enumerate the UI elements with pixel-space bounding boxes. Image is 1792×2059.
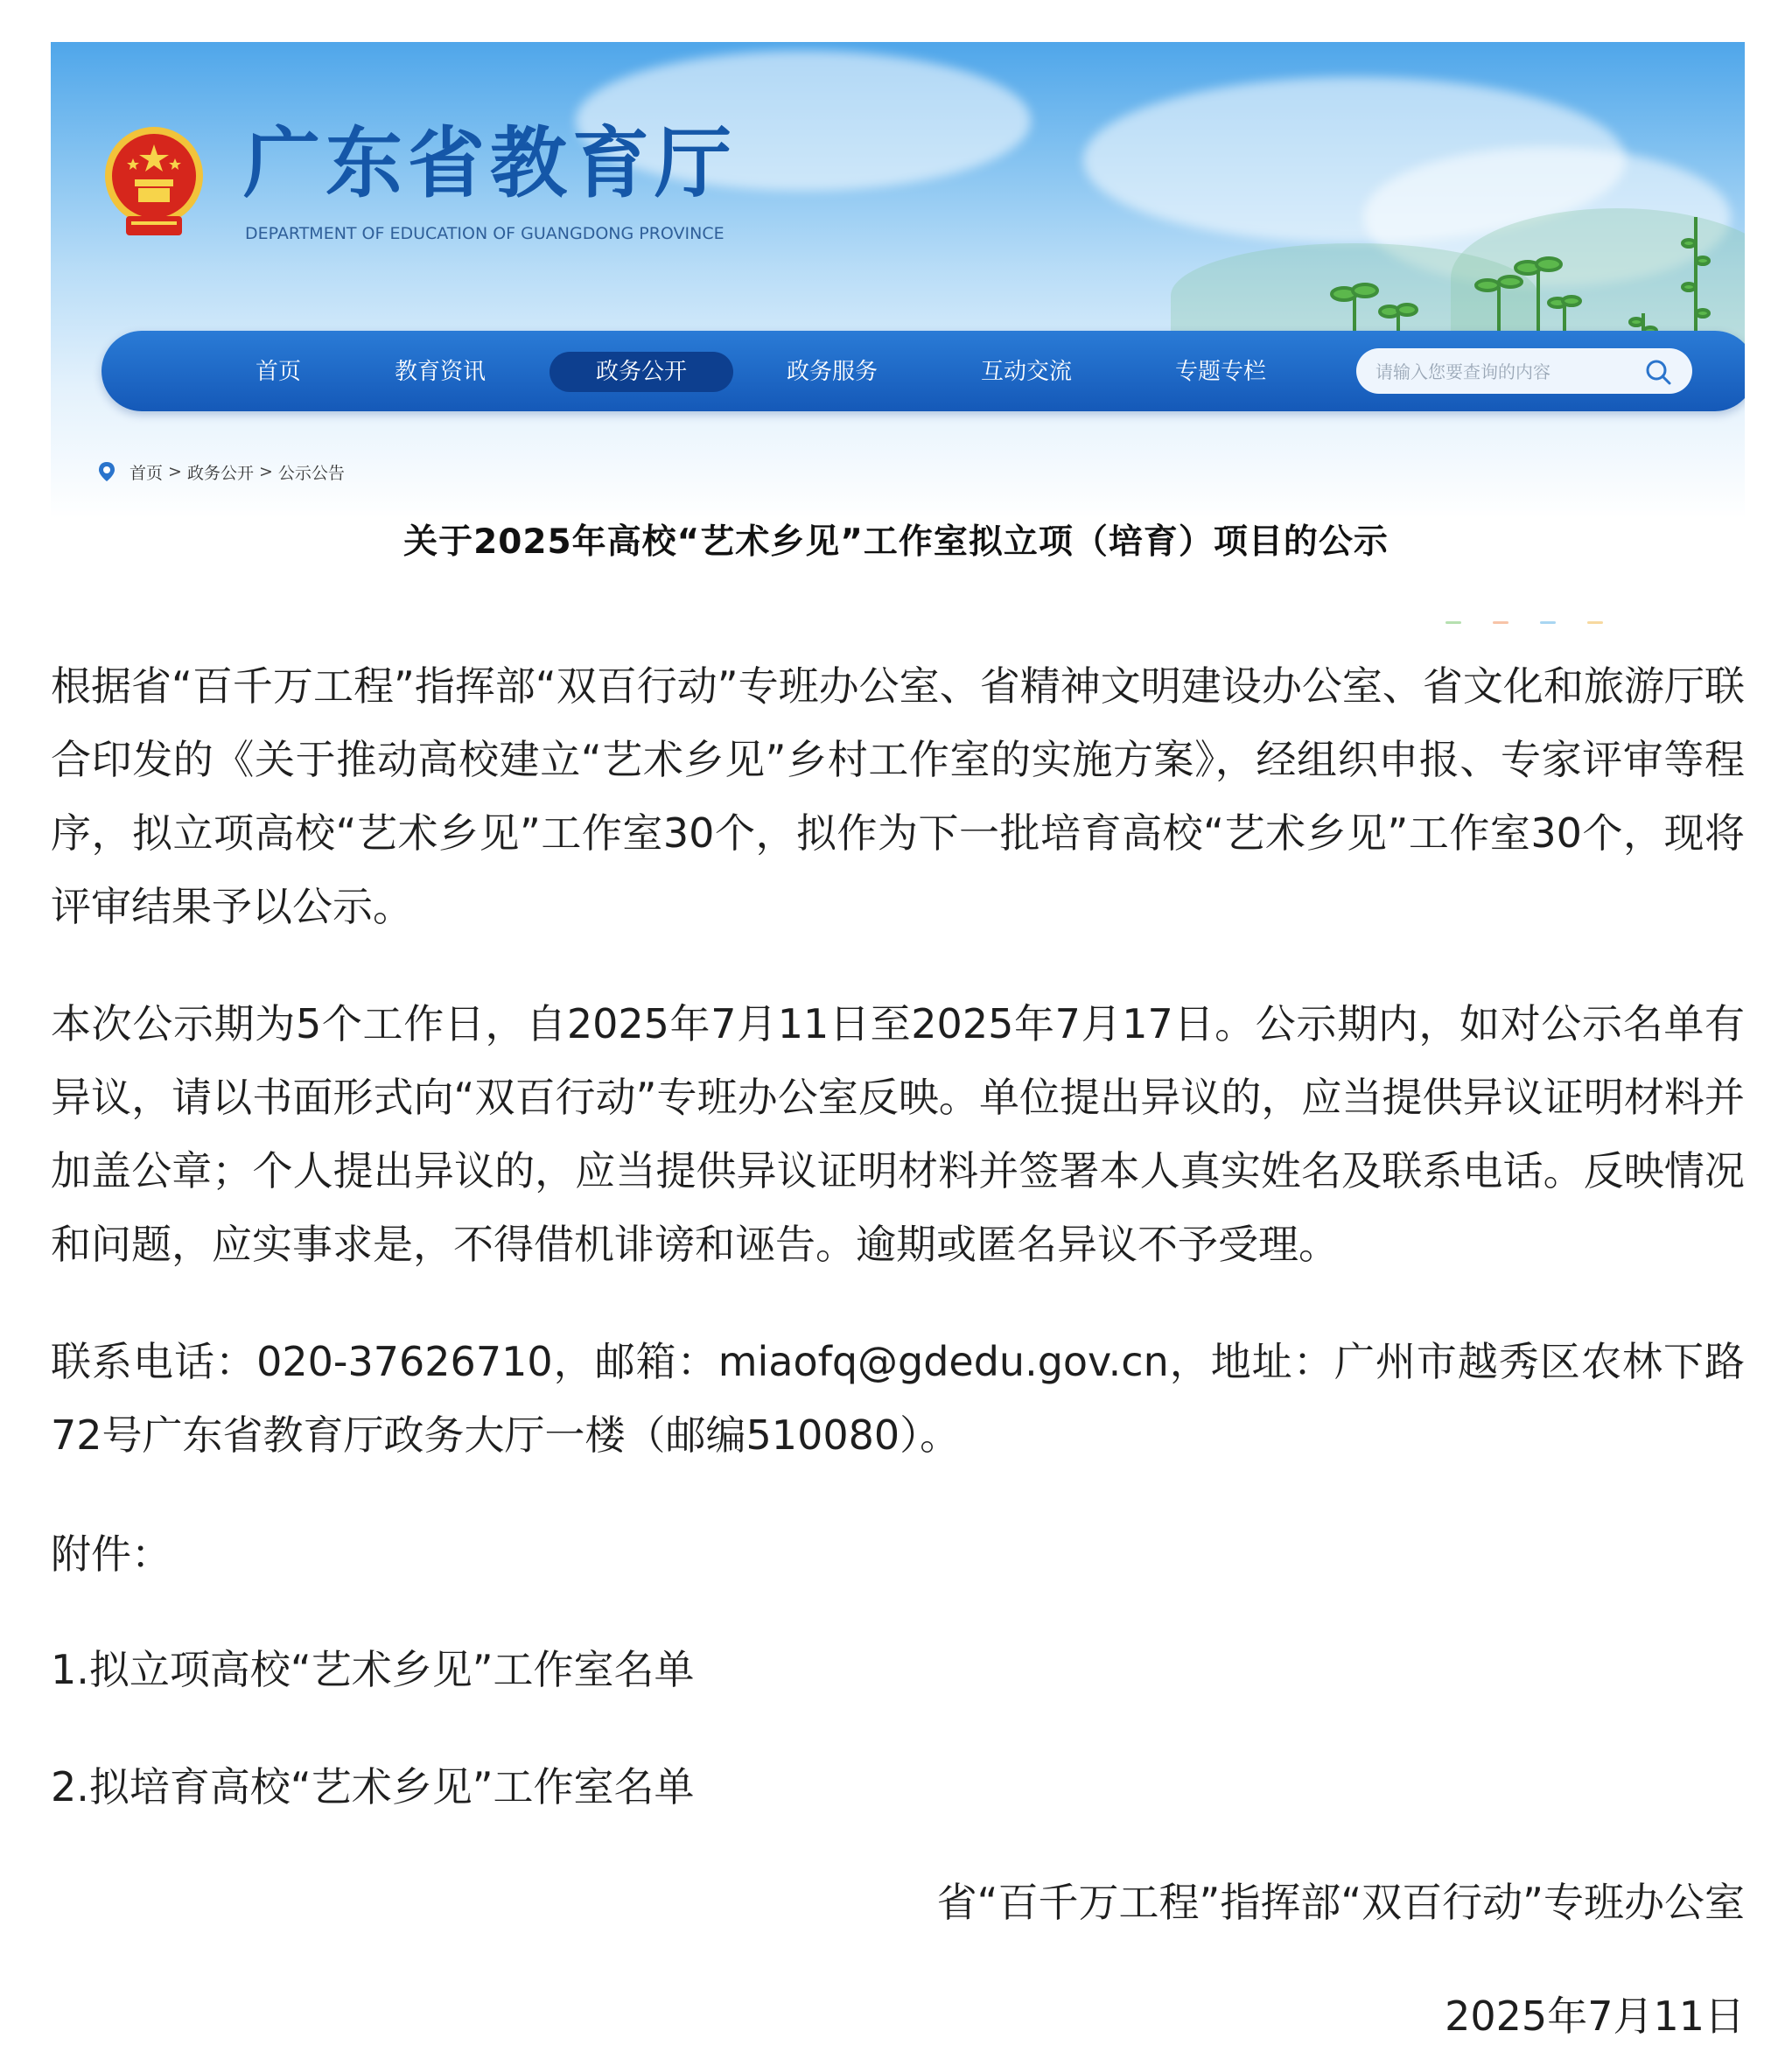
site-title: 广东省教育厅 — [243, 118, 738, 208]
header-banner — [51, 42, 1745, 519]
breadcrumb-home[interactable]: 首页 — [130, 463, 164, 483]
search-input[interactable] — [1374, 355, 1631, 389]
article-paragraph: 联系电话：020-37626710，邮箱：miaofq@gdedu.gov.cn，地址：广州市越秀区农林下路72号广东省教育厅政务大厅一楼（邮编510080）。 — [51, 1338, 1745, 1459]
search-icon[interactable] — [1643, 357, 1673, 387]
breadcrumb — [98, 459, 345, 485]
dot-decoration — [1587, 621, 1603, 624]
nav-item-education-news[interactable]: 教育资讯 — [394, 359, 486, 385]
nav-item-home[interactable]: 首页 — [255, 359, 301, 385]
publish-date: 2025年7月11日 — [1445, 1992, 1745, 2040]
nav-item-government-services[interactable]: 政务服务 — [786, 359, 878, 385]
national-emblem-icon — [100, 125, 208, 243]
location-pin-icon — [98, 461, 116, 482]
dot-decoration — [1446, 621, 1461, 624]
search-box — [1356, 348, 1692, 394]
article-paragraph: 本次公示期为5个工作日，自2025年7月11日至2025年7月17日。公示期内，如对公示名单有异议，请以书面形式向“双百行动”专班办公室反映。单位提出异议的，应当提供异议证明材料并加盖公章；个人提出异议的，应当提供异议证明材料并签署本人真实姓名及联系电话。反映情况和问题，应实事求是，不得借机诽谤和诬告。逾期或匿名异议不予受理。 — [51, 1000, 1745, 1268]
nav-item-government-affairs[interactable]: 政务公开 — [550, 352, 733, 392]
signature: 省“百千万工程”指挥部“双百行动”专班办公室 — [936, 1879, 1745, 1926]
nav-item-special-topics[interactable]: 专题专栏 — [1174, 359, 1266, 385]
attachment-link[interactable]: 2.拟培育高校“艺术乡见”工作室名单 — [51, 1763, 695, 1810]
attachments-label: 附件： — [51, 1530, 172, 1578]
article-title: 关于2025年高校“艺术乡见”工作室拟立项（培育）项目的公示 — [403, 522, 1389, 562]
article-paragraph: 根据省“百千万工程”指挥部“双百行动”专班办公室、省精神文明建设办公室、省文化和旅游厅联合印发的《关于推动高校建立“艺术乡见”乡村工作室的实施方案》，经组织申报、专家评审等程序，拟立项高校“艺术乡见”工作室30个，拟作为下一批培育高校“艺术乡见”工作室30个，现将评审结果予以公示。 — [51, 662, 1745, 930]
breadcrumb-separator: > — [168, 462, 182, 481]
nav-item-interaction[interactable]: 互动交流 — [980, 359, 1072, 385]
site-subtitle: DEPARTMENT OF EDUCATION OF GUANGDONG PROVINCE — [245, 224, 724, 243]
decorative-dots — [1446, 621, 1620, 625]
breadcrumb-announcements[interactable]: 公示公告 — [277, 463, 345, 483]
attachment-link[interactable]: 1.拟立项高校“艺术乡见”工作室名单 — [51, 1646, 695, 1693]
main-nav — [102, 331, 1745, 411]
breadcrumb-government-affairs[interactable]: 政务公开 — [186, 463, 254, 483]
dot-decoration — [1540, 621, 1556, 624]
breadcrumb-separator: > — [258, 462, 273, 481]
dot-decoration — [1493, 621, 1508, 624]
